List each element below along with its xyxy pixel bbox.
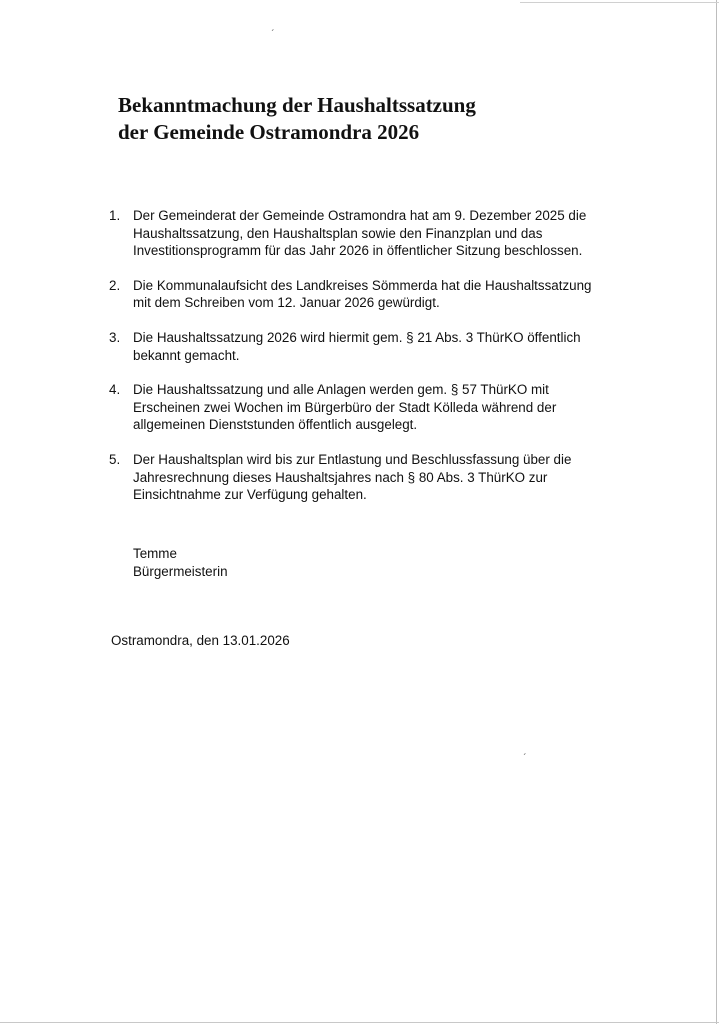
list-item-line: Einsichtnahme zur Verfügung gehalten. [133, 487, 367, 503]
list-item-line: Erscheinen zwei Wochen im Bürgerbüro der Stadt Kölleda während der [133, 399, 557, 415]
list-item-line: Haushaltssatzung, den Haushaltsplan sowie den Finanzplan und das [133, 225, 543, 241]
signature-name: Temme [133, 546, 177, 561]
scan-speck: ´ [271, 29, 275, 40]
list-item-line: Der Haushaltsplan wird bis zur Entlastung und Beschlussfassung über die [133, 451, 572, 467]
list-item [109, 329, 592, 364]
title-line: der Gemeinde Ostramondra 2026 [118, 120, 420, 144]
list-item-line: Investitionsprogramm für das Jahr 2026 in öffentlicher Sitzung beschlossen. [133, 243, 583, 259]
list-item-line: Die Haushaltssatzung und alle Anlagen werden gem. § 57 ThürKO mit [133, 382, 549, 398]
announcement-list [109, 207, 592, 521]
list-item-number: 1. [109, 208, 121, 223]
signature-role: Bürgermeisterin [133, 563, 228, 579]
list-item-line: bekannt gemacht. [133, 347, 240, 363]
place-date: Ostramondra, den 13.01.2026 [111, 633, 290, 648]
scan-edge-right [716, 0, 717, 1024]
scan-speck: ´ [523, 753, 527, 764]
signature-block [133, 545, 228, 580]
list-item [109, 277, 592, 312]
list-item-line: Die Haushaltssatzung 2026 wird hiermit gem. § 21 Abs. 3 ThürKO öffentlich [133, 329, 581, 345]
list-item-line: Jahresrechnung dieses Haushaltsjahres nach § 80 Abs. 3 ThürKO zur [133, 469, 548, 485]
scan-edge-bottom [0, 1022, 719, 1023]
list-item [109, 451, 592, 504]
list-item-number: 5. [109, 451, 121, 467]
list-item [109, 207, 592, 260]
list-item-line: Die Kommunalaufsicht des Landkreises Sömmerda hat die Haushaltssatzung [133, 277, 592, 293]
list-item-number: 2. [109, 277, 121, 293]
list-item [109, 381, 592, 434]
list-item-line: Der Gemeinderat der Gemeinde Ostramondra hat am 9. Dezember 2025 die [133, 208, 587, 223]
title-line: Bekanntmachung der Haushaltssatzung [118, 93, 476, 117]
document-title [118, 92, 476, 146]
list-item-line: mit dem Schreiben vom 12. Januar 2026 gewürdigt. [133, 295, 440, 311]
list-item-number: 3. [109, 329, 121, 345]
list-item-line: allgemeinen Dienststunden öffentlich ausgelegt. [133, 417, 418, 433]
list-item-number: 4. [109, 382, 121, 398]
scan-edge-top [520, 2, 719, 3]
